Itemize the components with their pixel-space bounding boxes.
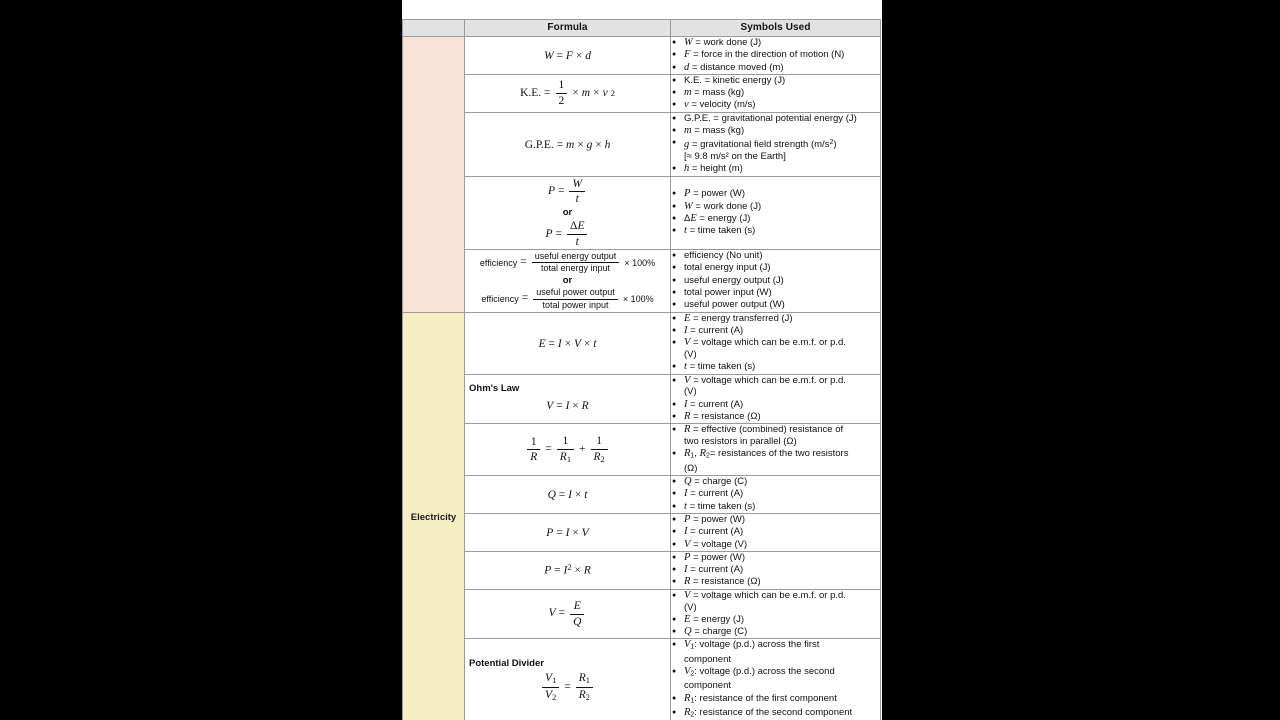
header-category xyxy=(403,20,465,37)
symbols-cell-gpe xyxy=(671,112,881,176)
list-item: ● I = current (A) xyxy=(671,564,880,576)
formula-gravitational-potential-energy: G.P.E. = m × g × h xyxy=(524,138,611,151)
formula-cell-kinetic-energy xyxy=(465,74,671,112)
table-row xyxy=(403,513,881,551)
list-item: ● total power input (W) xyxy=(671,287,880,299)
table-row xyxy=(403,424,881,476)
list-item: ● g = gravitational field strength $(m/s^2)$ [≈ 9.8 m/s² on the Earth] xyxy=(671,137,880,163)
list-item: ● $V_2$: voltage (p.d.) across the second component xyxy=(671,666,880,692)
formula-cell-electrical-power xyxy=(465,513,671,551)
formula-title-ohms-law: Ohm's Law xyxy=(469,383,520,395)
table-row xyxy=(403,639,881,720)
symbols-cell-work xyxy=(671,37,881,75)
symbols-cell-ohms-law xyxy=(671,374,881,424)
formula-cell-potential-divider xyxy=(465,639,671,720)
formula-cell-charge xyxy=(465,476,671,514)
symbol-list xyxy=(671,639,880,720)
formula-power-work-time: P = $\frac{W}{t}$ xyxy=(465,177,670,207)
symbols-cell-electrical-energy xyxy=(671,312,881,374)
formula-cell-efficiency xyxy=(465,250,671,312)
symbols-cell-power-resistance xyxy=(671,551,881,589)
formula-cell-power-resistance xyxy=(465,551,671,589)
symbol-list xyxy=(671,514,880,550)
symbols-cell-power xyxy=(671,176,881,250)
list-item: ● $R_2$: resistance of the second component xyxy=(671,707,880,720)
symbols-cell-kinetic-energy xyxy=(671,74,881,112)
formula-cell-voltage-energy-charge xyxy=(465,589,671,639)
list-item: ● G.P.E. = gravitational potential energy (J) xyxy=(671,113,880,125)
list-item: ● W = work done (J) xyxy=(671,37,880,49)
symbols-cell-efficiency xyxy=(671,250,881,312)
symbol-list xyxy=(671,313,880,373)
list-item: ● t = time taken (s) xyxy=(671,225,880,237)
formula-ohms-law: V = I × R xyxy=(546,400,589,413)
symbols-cell-parallel-resistance xyxy=(671,424,881,476)
list-item: ● I = current (A) xyxy=(671,325,880,337)
symbol-list xyxy=(671,75,880,111)
symbols-cell-potential-divider xyxy=(671,639,881,720)
table-row xyxy=(403,74,881,112)
symbol-list xyxy=(671,188,880,237)
table-row xyxy=(403,112,881,176)
symbols-cell-charge xyxy=(671,476,881,514)
table-row xyxy=(403,250,881,312)
list-item: ● Q = charge (C) xyxy=(671,476,880,488)
list-item: ● V = voltage (V) xyxy=(671,539,880,551)
category-cell-energy xyxy=(403,37,465,313)
formula-efficiency-power: efficiency = $\frac{\text{useful power output}}{\text{total power input}}$ × 100% xyxy=(481,287,654,310)
symbol-list xyxy=(671,113,880,175)
table-header xyxy=(403,20,881,37)
or-label: or xyxy=(562,275,573,287)
list-item: ● E = energy transferred (J) xyxy=(671,313,880,325)
list-item: ● V = voltage which can be e.m.f. or p.d. (V) xyxy=(671,590,880,614)
formula-efficiency-energy: efficiency = $\frac{\text{useful energy output}}{\text{total energy input}}$ × 100% xyxy=(479,250,656,274)
symbol-list xyxy=(671,424,880,474)
formula-electrical-power: P = I × V xyxy=(546,527,589,540)
list-item: ● ΔE = energy (J) xyxy=(671,213,880,225)
list-item: ● useful power output (W) xyxy=(671,299,880,311)
symbol-list xyxy=(671,476,880,512)
or-label: or xyxy=(562,207,573,219)
formula-power-energy-time: P = $\frac{\Delta E}{t}$ xyxy=(465,219,670,249)
list-item: ● h = height (m) xyxy=(671,163,880,175)
symbol-list xyxy=(671,590,880,638)
list-item: ● I = current (A) xyxy=(671,526,880,538)
list-item: ● V = voltage which can be e.m.f. or p.d. (V) xyxy=(671,375,880,399)
formula-reference-table xyxy=(402,19,881,720)
formula-title-potential-divider: Potential Divider xyxy=(469,658,544,670)
list-item: ● E = energy (J) xyxy=(671,614,880,626)
table-body xyxy=(403,37,881,720)
list-item: ● useful energy output (J) xyxy=(671,275,880,287)
formula-cell-gpe xyxy=(465,112,671,176)
formula-power-current-squared-resistance: $P = I^2 \times R$ xyxy=(544,563,591,577)
formula-work-done: W = F × d xyxy=(544,50,591,63)
table-row xyxy=(403,476,881,514)
list-item: ● v = velocity (m/s) xyxy=(671,99,880,111)
formula-cell-power xyxy=(465,176,671,250)
list-item: ● d = distance moved (m) xyxy=(671,62,880,74)
list-item: ● K.E. = kinetic energy (J) xyxy=(671,75,880,87)
formula-cell-work xyxy=(465,37,671,75)
table-row xyxy=(403,37,881,75)
formula-cell-parallel-resistance xyxy=(465,424,671,476)
list-item: ● $R_1$: resistance of the first component xyxy=(671,693,880,707)
formula-voltage-energy-charge: V = $\frac{E}{Q}$ xyxy=(465,599,670,629)
formula-reference-table-container xyxy=(402,19,880,720)
list-item: ● V = voltage which can be e.m.f. or p.d. (V) xyxy=(671,337,880,361)
table-row xyxy=(403,176,881,250)
list-item: ● t = time taken (s) xyxy=(671,501,880,513)
list-item: ● P = power (W) xyxy=(671,514,880,526)
list-item: ● m = mass (kg) xyxy=(671,87,880,99)
list-item: ● R = effective (combined) resistance of two resistors in parallel (Ω) xyxy=(671,424,880,448)
header-symbols: Symbols Used xyxy=(671,20,881,37)
list-item: ● R = resistance (Ω) xyxy=(671,411,880,423)
symbol-list xyxy=(671,250,880,311)
table-row xyxy=(403,589,881,639)
list-item: ● efficiency (No unit) xyxy=(671,250,880,262)
list-item: ● W = work done (J) xyxy=(671,201,880,213)
symbol-list xyxy=(671,552,880,588)
list-item: ● P = power (W) xyxy=(671,552,880,564)
header-formula: Formula xyxy=(465,20,671,37)
table-row xyxy=(403,312,881,374)
list-item: ● t = time taken (s) xyxy=(671,361,880,373)
list-item: ● $V_1$: voltage (p.d.) across the first component xyxy=(671,639,880,665)
category-cell-electricity: Electricity xyxy=(403,312,465,720)
table-row xyxy=(403,374,881,424)
formula-electrical-energy: E = I × V × t xyxy=(538,337,597,350)
formula-potential-divider: $\frac{V_1}{V_2}$ = $\frac{R_1}{R_2}$ xyxy=(465,671,670,703)
formula-cell-ohms-law xyxy=(465,374,671,424)
gravity-note: [≈ 9.8 m/s² on the Earth] xyxy=(684,151,786,163)
list-item: ● P = power (W) xyxy=(671,188,880,200)
list-item: ● R = resistance (Ω) xyxy=(671,576,880,588)
formula-kinetic-energy: K.E. = $\frac{1}{2}$ × m × v 2 xyxy=(520,79,615,107)
symbol-list xyxy=(671,375,880,423)
list-item: ● Q = charge (C) xyxy=(671,626,880,638)
list-item: ● I = current (A) xyxy=(671,488,880,500)
formula-parallel-resistance: $\frac{1}{R}$ = $\frac{1}{R_1}$ + $\frac{1}{R_2}$ xyxy=(465,434,670,465)
list-item: ● $R_1$, $R_2=$ resistances of the two resistors (Ω) xyxy=(671,448,880,474)
table-row xyxy=(403,551,881,589)
list-item: ● I = current (A) xyxy=(671,399,880,411)
symbol-list xyxy=(671,37,880,73)
header-row xyxy=(403,20,881,37)
list-item: ● total energy input (J) xyxy=(671,262,880,274)
formula-charge: Q = I × t xyxy=(547,489,588,502)
list-item: ● F = force in the direction of motion (N) xyxy=(671,49,880,61)
list-item: ● m = mass (kg) xyxy=(671,125,880,137)
formula-cell-electrical-energy xyxy=(465,312,671,374)
symbols-cell-voltage-energy-charge xyxy=(671,589,881,639)
symbols-cell-electrical-power xyxy=(671,513,881,551)
